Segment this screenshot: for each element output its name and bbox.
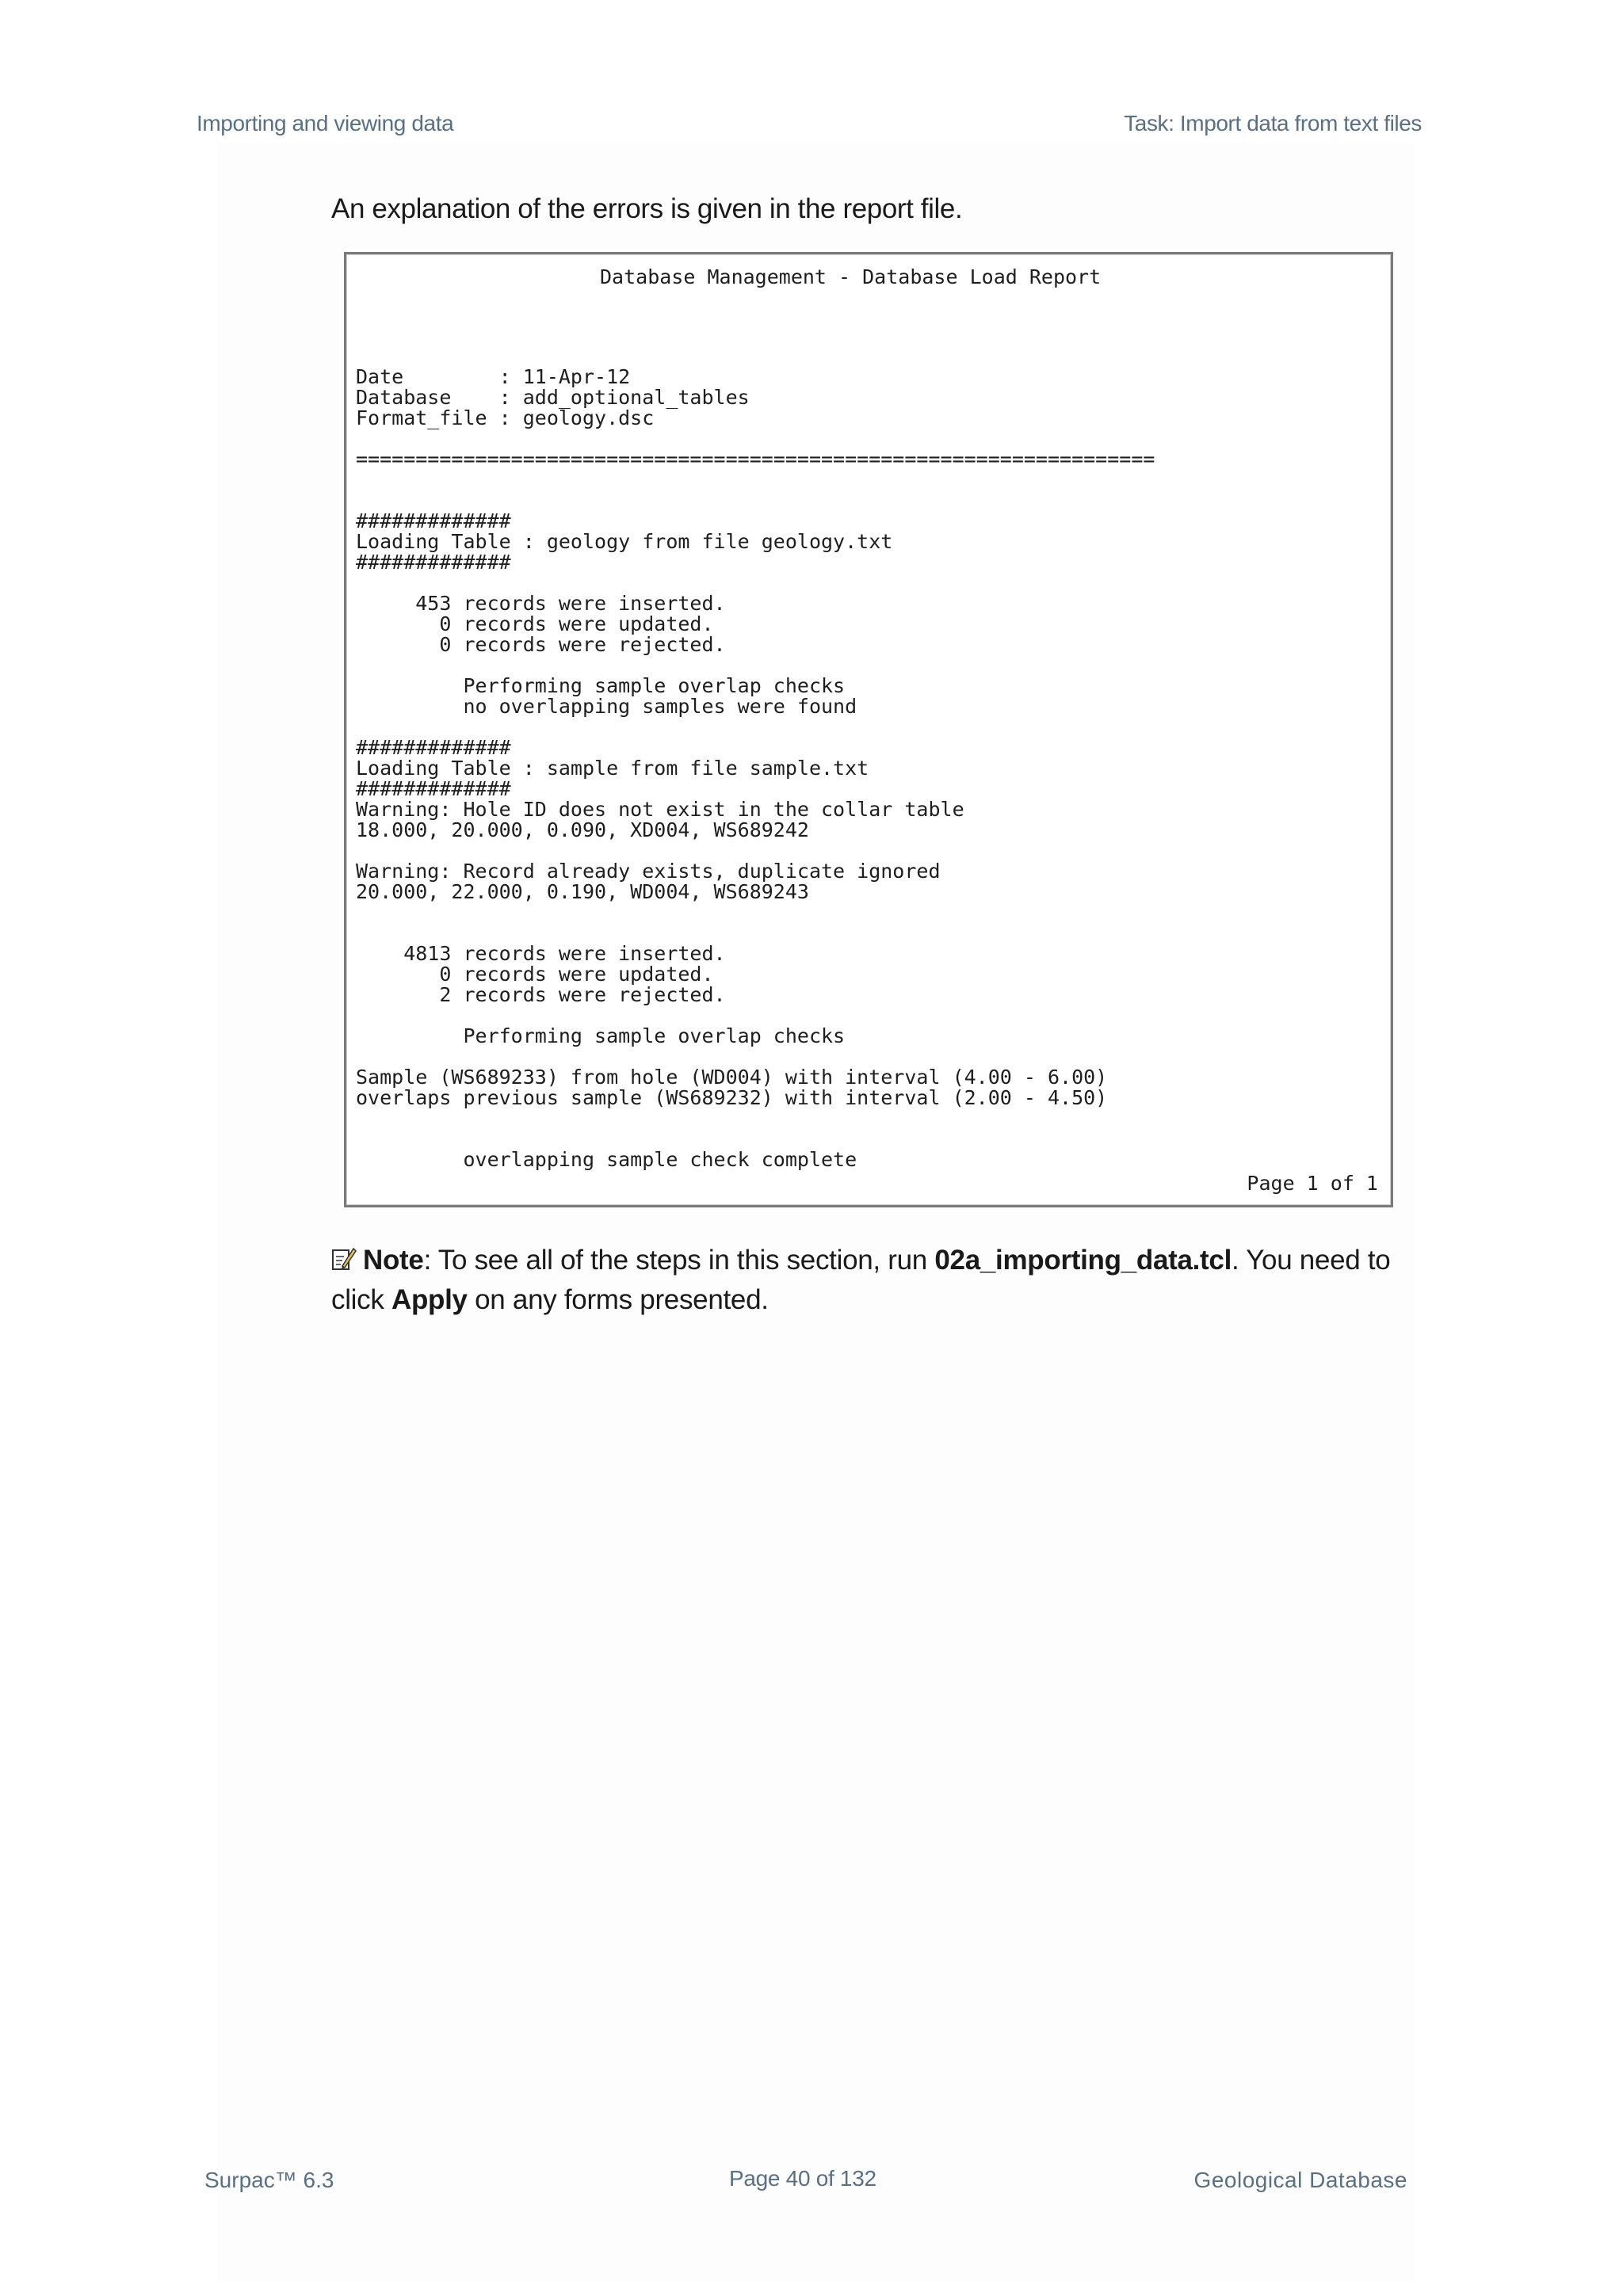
load-report-screenshot [344,252,1393,1207]
report-line: Sample (WS689233) from hole (WD004) with interval (4.00 - 6.00) [356,1066,1108,1089]
report-line: Format_file : geology.dsc [356,406,655,429]
report-body [356,367,1155,1170]
running-header-left: Importing and viewing data [197,111,454,135]
report-line: ############# [356,551,511,574]
footer-product: Surpac™ 6.3 [204,2168,334,2192]
report-line: 0 records were updated. [356,612,714,635]
report-line: 0 records were updated. [356,963,714,986]
note-text-1: : To see all of the steps in this section, run [423,1245,935,1276]
report-line: Database : add_optional_tables [356,386,750,409]
report-line: 20.000, 22.000, 0.190, WD004, WS689243 [356,880,809,903]
report-line: Performing sample overlap checks [356,1024,846,1047]
report-line: ############# [356,509,511,532]
note-paragraph [331,1241,1393,1320]
report-line: Loading Table : geology from file geology.txt [356,530,893,553]
note-apply-label: Apply [391,1284,468,1315]
running-header-right: Task: Import data from text files [1124,111,1422,135]
report-line: ############# [356,777,511,800]
note-text-3: on any forms presented. [467,1284,769,1315]
report-line: 18.000, 20.000, 0.090, XD004, WS689242 [356,818,809,841]
report-line: =================================================================== [356,448,1155,471]
report-line: overlapping sample check complete [356,1148,857,1171]
report-line: overlaps previous sample (WS689232) with interval (2.00 - 4.50) [356,1086,1108,1109]
note-text-2: . You need to click [331,1245,1391,1315]
footer-section: Geological Database [1193,2168,1407,2192]
report-page-label: Page 1 of 1 [1247,1172,1378,1195]
report-line: 2 records were rejected. [356,983,726,1006]
report-line: Warning: Hole ID does not exist in the collar table [356,798,964,821]
report-title: Database Management - Database Load Report [600,265,1102,288]
report-line: 453 records were inserted. [356,592,726,615]
report-line: 4813 records were inserted. [356,942,726,965]
report-line: no overlapping samples were found [356,695,857,718]
report-line: 0 records were rejected. [356,633,726,656]
note-label: Note [363,1245,424,1276]
report-line: Loading Table : sample from file sample.txt [356,757,869,780]
report-line: Date : 11-Apr-12 [356,365,631,388]
note-pencil-icon [331,1244,357,1271]
intro-paragraph: An explanation of the errors is given in the report file. [331,193,963,224]
report-line: ############# [356,736,511,759]
report-line: Warning: Record already exists, duplicate ignored [356,860,941,883]
note-script-name: 02a_importing_data.tcl [934,1245,1232,1276]
footer-page-number: Page 40 of 132 [729,2166,876,2191]
report-line: Performing sample overlap checks [356,674,846,697]
